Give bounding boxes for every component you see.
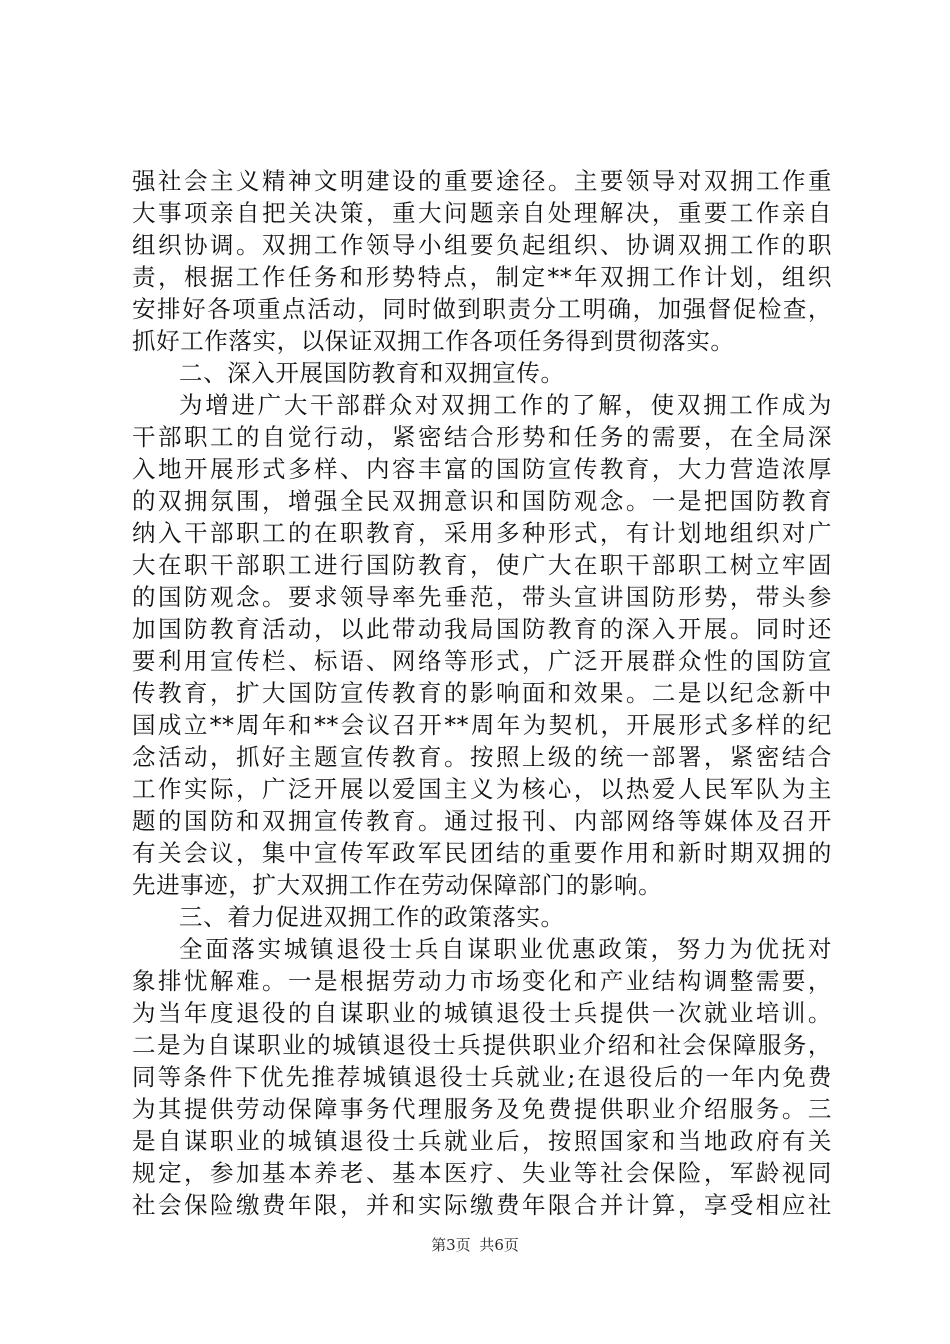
text-line: 大事项亲自把关决策，重大问题亲自处理解决，重要工作亲自 xyxy=(132,199,832,227)
text-line: 的双拥氛围，增强全民双拥意识和国防观念。一是把国防教育 xyxy=(132,487,832,515)
text-line: 强社会主义精神文明建设的重要途径。主要领导对双拥工作重 xyxy=(132,167,832,195)
page-number: 第3页 xyxy=(431,1236,471,1254)
text-line: 三、着力促进双拥工作的政策落实。 xyxy=(179,903,565,931)
text-line: 安排好各项重点活动，同时做到职责分工明确，加强督促检查， xyxy=(132,295,832,323)
text-line: 为其提供劳动保障事务代理服务及免费提供职业介绍服务。三 xyxy=(132,1095,832,1123)
document-body xyxy=(132,165,832,1221)
text-line: 象排忧解难。一是根据劳动力市场变化和产业结构调整需要， xyxy=(132,967,832,995)
text-line: 为增进广大干部群众对双拥工作的了解，使双拥工作成为 xyxy=(179,391,832,419)
text-line: 二、深入开展国防教育和双拥宣传。 xyxy=(179,359,565,387)
text-line: 大在职干部职工进行国防教育，使广大在职干部职工树立牢固 xyxy=(132,551,832,579)
text-line: 工作实际，广泛开展以爱国主义为核心，以热爱人民军队为主 xyxy=(132,775,832,803)
text-line: 抓好工作落实，以保证双拥工作各项任务得到贯彻落实。 xyxy=(132,327,735,355)
text-line: 纳入干部职工的在职教育，采用多种形式，有计划地组织对广 xyxy=(132,519,832,547)
text-line: 为当年度退役的自谋职业的城镇退役士兵提供一次就业培训。 xyxy=(132,999,832,1027)
text-line: 先进事迹，扩大双拥工作在劳动保障部门的影响。 xyxy=(132,871,663,899)
text-line: 加国防教育活动，以此带动我局国防教育的深入开展。同时还 xyxy=(132,615,832,643)
text-line: 念活动，抓好主题宣传教育。按照上级的统一部署，紧密结合 xyxy=(132,743,832,771)
text-line: 同等条件下优先推荐城镇退役士兵就业;在退役后的一年内免费 xyxy=(132,1063,832,1091)
text-line: 责，根据工作任务和形势特点，制定**年双拥工作计划，组织 xyxy=(132,263,832,291)
page-footer xyxy=(0,1235,950,1255)
text-line: 国成立**周年和**会议召开**周年为契机，开展形式多样的纪 xyxy=(132,711,832,739)
text-line: 规定，参加基本养老、基本医疗、失业等社会保险，军龄视同 xyxy=(132,1159,832,1187)
text-line: 要利用宣传栏、标语、网络等形式，广泛开展群众性的国防宣 xyxy=(132,647,832,675)
text-line: 题的国防和双拥宣传教育。通过报刊、内部网络等媒体及召开 xyxy=(132,807,832,835)
text-line: 组织协调。双拥工作领导小组要负起组织、协调双拥工作的职 xyxy=(132,231,832,259)
text-line: 有关会议，集中宣传军政军民团结的重要作用和新时期双拥的 xyxy=(132,839,832,867)
text-line: 的国防观念。要求领导率先垂范，带头宣讲国防形势，带头参 xyxy=(132,583,832,611)
page-total: 共6页 xyxy=(479,1236,519,1254)
text-line: 入地开展形式多样、内容丰富的国防宣传教育，大力营造浓厚 xyxy=(132,455,832,483)
text-line: 是自谋职业的城镇退役士兵就业后，按照国家和当地政府有关 xyxy=(132,1127,832,1155)
text-line: 全面落实城镇退役士兵自谋职业优惠政策，努力为优抚对 xyxy=(179,935,832,963)
text-line: 干部职工的自觉行动，紧密结合形势和任务的需要，在全局深 xyxy=(132,423,832,451)
text-line: 社会保险缴费年限，并和实际缴费年限合并计算，享受相应社 xyxy=(132,1191,832,1219)
text-line: 二是为自谋职业的城镇退役士兵提供职业介绍和社会保障服务， xyxy=(132,1031,832,1059)
text-line: 传教育，扩大国防宣传教育的影响面和效果。二是以纪念新中 xyxy=(132,679,832,707)
